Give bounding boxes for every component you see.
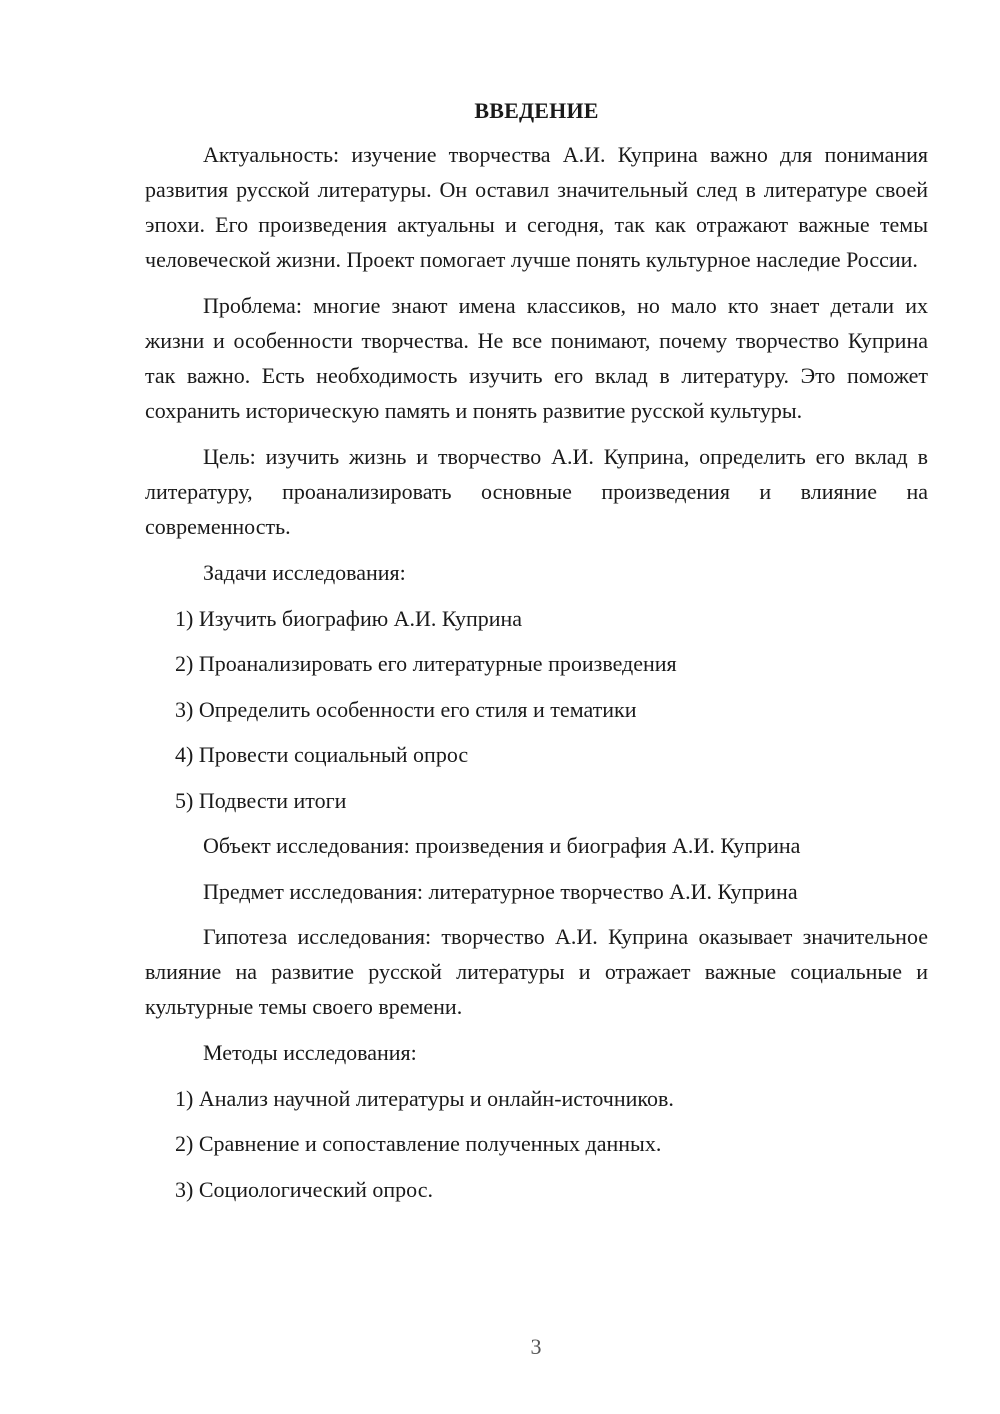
tasks-heading: Задачи исследования:: [203, 560, 406, 585]
document-page: [145, 94, 928, 1217]
task-item: 4) Провести социальный опрос: [175, 742, 469, 767]
research-object: Объект исследования: произведения и биография А.И. Куприна: [203, 833, 801, 858]
method-item: 2) Сравнение и сопоставление полученных данных.: [175, 1131, 662, 1156]
problem-paragraph: Проблема: многие знают имена классиков, но мало кто знает детали их жизни и особенности творчества. Не все понимают, почему творчество Куприна так важно. Есть необходимость изучить его вклад в литературу. Это поможет сохранить историческую память и понять развитие русской культуры.: [145, 293, 928, 423]
task-item: 1) Изучить биографию А.И. Куприна: [175, 605, 523, 631]
methods-heading: Методы исследования:: [203, 1040, 417, 1065]
method-item: 3) Социологический опрос.: [175, 1176, 433, 1202]
page-title: ВВЕДЕНИЕ: [474, 98, 599, 123]
task-item: 5) Подвести итоги: [175, 787, 347, 813]
method-item: 1) Анализ научной литературы и онлайн-источников.: [175, 1085, 674, 1111]
task-item: 3) Определить особенности его стиля и тематики: [175, 696, 637, 722]
hypothesis-paragraph: Гипотеза исследования: творчество А.И. Куприна оказывает значительное влияние на развитие русской литературы и отражает важные социальные и культурные темы своего времени.: [145, 924, 928, 1019]
relevance-paragraph: Актуальность: изучение творчества А.И. Куприна важно для понимания развития русской литературы. Он оставил значительный след в литературе своей эпохи. Его произведения актуальны и сегодня, так как отражают важные темы человеческой жизни. Проект помогает лучше понять культурное наследие России.: [145, 142, 928, 272]
goal-paragraph: Цель: изучить жизнь и творчество А.И. Куприна, определить его вклад в литературу, проанализировать основные произведения и влияние на современность.: [145, 444, 928, 539]
research-subject: Предмет исследования: литературное творчество А.И. Куприна: [203, 878, 798, 904]
page-number: 3: [530, 1334, 542, 1359]
task-item: 2) Проанализировать его литературные произведения: [175, 651, 677, 676]
